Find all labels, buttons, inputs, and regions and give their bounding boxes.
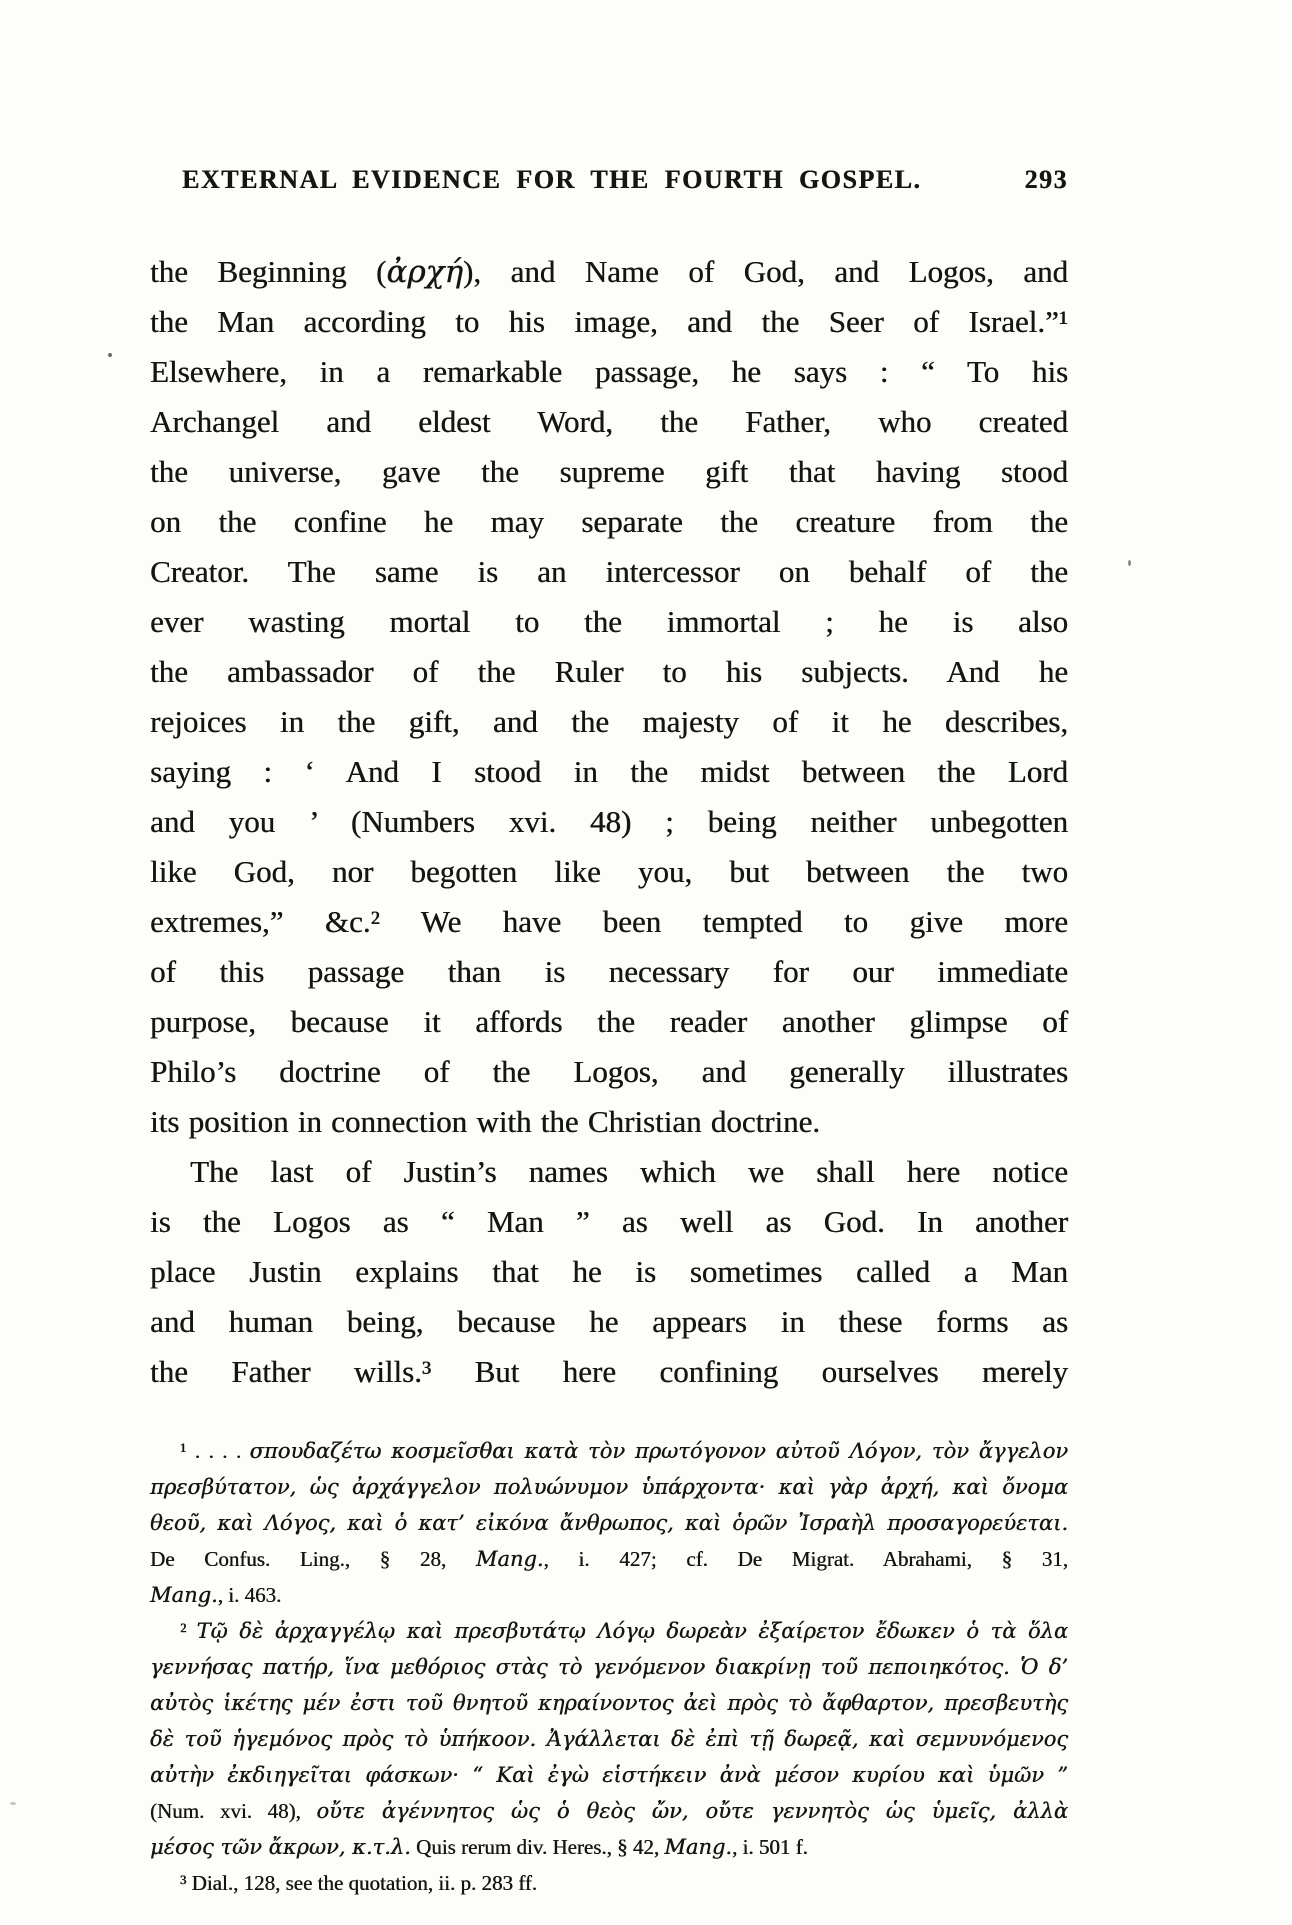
body-line [150,1347,1068,1397]
footnote-line [150,1541,1068,1577]
text-segment: the Beginning ( [150,254,387,289]
text-segment: Creator. The same is an intercessor on behalf of the [150,554,1068,589]
text-segment: ), and Name of God, and Logos, and [462,254,1068,289]
text-segment: , i. 427; cf. De Migrat. Abrahami, § 31, [543,1547,1068,1571]
body-text [150,247,1068,1397]
text-segment: of this passage than is necessary for our immediate [150,954,1068,989]
body-line [150,1147,1068,1197]
text-segment: saying : ‘ And I stood in the midst between the Lord [150,754,1068,789]
body-line [150,747,1068,797]
text-segment: and human being, because he appears in these forms as [150,1304,1068,1339]
text-segment: and you ’ (Numbers xvi. 48) ; being neither unbegotten [150,804,1068,839]
text-segment: ἀρχή [386,254,463,290]
footnote-line [150,1433,1068,1469]
text-segment: Mang. [475,1547,544,1571]
footnote-line [150,1721,1068,1757]
text-segment: ¹ . . . . [180,1439,250,1463]
body-line [150,497,1068,547]
scan-speck [108,353,112,357]
text-segment: γεννήσας πατήρ, ἵνα μεθόριος στὰς τὸ γενόμενον διακρίνῃ τοῦ πεποιηκότος. Ὁ δ’ [150,1655,1068,1679]
body-line [150,1097,1068,1147]
text-segment: extremes,” &c.² We have been tempted to give more [150,904,1068,939]
footnote-line [150,1613,1068,1649]
footnote-line [150,1865,1068,1901]
text-segment: αὐτὸς ἱκέτης μέν ἐστι τοῦ θνητοῦ κηραίνοντος ἀεὶ πρὸς τὸ ἄφθαρτον, πρεσβευτὴς [150,1691,1068,1715]
body-line [150,347,1068,397]
body-line [150,247,1068,297]
text-segment: De Confus. Ling., § 28, [150,1547,476,1571]
text-segment: ³ Dial., 128, see the quotation, ii. p. 283 ff. [180,1871,538,1895]
body-line [150,447,1068,497]
body-line [150,1247,1068,1297]
running-title: EXTERNAL EVIDENCE FOR THE FOURTH GOSPEL. [182,165,922,194]
page-number: 293 [1024,165,1068,194]
text-segment: the Father wills.³ But here confining ourselves merely [150,1354,1068,1389]
footnote-line [150,1505,1068,1541]
running-header [150,165,1068,195]
text-segment: οὔτε ἀγέννητος ὡς ὁ θεὸς ὤν, οὔτε γεννητὸς ὡς ὑμεῖς, ἀλλὰ [316,1799,1068,1823]
text-segment: (Num. xvi. 48), [150,1799,317,1823]
text-segment: δὲ τοῦ ἡγεμόνος πρὸς τὸ ὑπήκοον. Ἀγάλλεται δὲ ἐπὶ τῇ δωρεᾷ, καὶ σεμνυνόμενος [150,1727,1068,1751]
text-segment: αὐτὴν ἐκδιηγεῖται φάσκων· “ Καὶ ἐγὼ εἱστήκειν ἀνὰ μέσον κυρίου καὶ ὑμῶν ” [150,1763,1068,1787]
text-segment: , i. 463. [217,1583,282,1607]
body-line [150,297,1068,347]
body-line [150,847,1068,897]
scan-speck [10,1802,16,1805]
text-segment: Philo’s doctrine of the Logos, and generally illustrates [150,1054,1068,1089]
text-segment: θεοῦ, καὶ Λόγος, καὶ ὁ κατ’ εἰκόνα ἄνθρωπος, καὶ ὁρῶν Ἰσραὴλ προσαγορεύεται. [150,1511,1068,1535]
text-segment: is the Logos as “ Man ” as well as God. In another [150,1204,1068,1239]
body-line [150,897,1068,947]
text-segment: the ambassador of the Ruler to his subjects. And he [150,654,1068,689]
scan-speck [1128,560,1131,566]
text-segment: rejoices in the gift, and the majesty of it he describes, [150,704,1068,739]
text-segment: place Justin explains that he is sometimes called a Man [150,1254,1068,1289]
body-line [150,1197,1068,1247]
footnote-line [150,1793,1068,1829]
footnote-line [150,1757,1068,1793]
text-segment: Mang. [664,1835,732,1859]
footnote-line [150,1577,1068,1613]
body-line [150,1297,1068,1347]
text-segment: Archangel and eldest Word, the Father, who created [150,404,1068,439]
text-segment: its position in connection with the Christian doctrine. [150,1104,821,1139]
text-segment: purpose, because it affords the reader another glimpse of [150,1004,1068,1039]
footnote-line [150,1469,1068,1505]
text-segment: σπουδαζέτω κοσμεῖσθαι κατὰ τὸν πρωτόγονον αὐτοῦ Λόγον, τὸν ἄγγελον [249,1439,1068,1463]
text-segment: ever wasting mortal to the immortal ; he is also [150,604,1068,639]
body-line [150,997,1068,1047]
text-segment: πρεσβύτατον, ὡς ἀρχάγγελον πολυώνυμον ὑπάρχοντα· καὶ γὰρ ἀρχή, καὶ ὄνομα [150,1475,1068,1499]
text-segment: Τῷ δὲ ἀρχαγγέλῳ καὶ πρεσβυτάτῳ Λόγῳ δωρεὰν ἐξαίρετον ἔδωκεν ὁ τὰ ὅλα [196,1619,1068,1643]
body-line [150,1047,1068,1097]
text-segment: on the confine he may separate the creature from the [150,504,1068,539]
text-segment: Quis rerum div. Heres., § 42, [410,1835,665,1859]
body-line [150,547,1068,597]
body-line [150,597,1068,647]
body-line [150,697,1068,747]
body-line [150,647,1068,697]
text-segment: , i. 501 f. [731,1835,808,1859]
text-segment: ² [180,1619,197,1643]
text-segment: the universe, gave the supreme gift that having stood [150,454,1068,489]
footnote-line [150,1649,1068,1685]
footnote-line [150,1685,1068,1721]
body-line [150,397,1068,447]
footnotes [150,1433,1068,1901]
footnote-line [150,1829,1068,1865]
body-line [150,947,1068,997]
text-segment: The last of Justin’s names which we shall here notice [190,1154,1068,1189]
text-segment: Mang. [150,1583,218,1607]
text-segment: Elsewhere, in a remarkable passage, he says : “ To his [150,354,1068,389]
text-segment: the Man according to his image, and the Seer of Israel.”¹ [150,304,1068,339]
body-line [150,797,1068,847]
text-segment: μέσος τῶν ἄκρων, κ.τ.λ. [150,1835,411,1859]
text-segment: like God, nor begotten like you, but between the two [150,854,1068,889]
